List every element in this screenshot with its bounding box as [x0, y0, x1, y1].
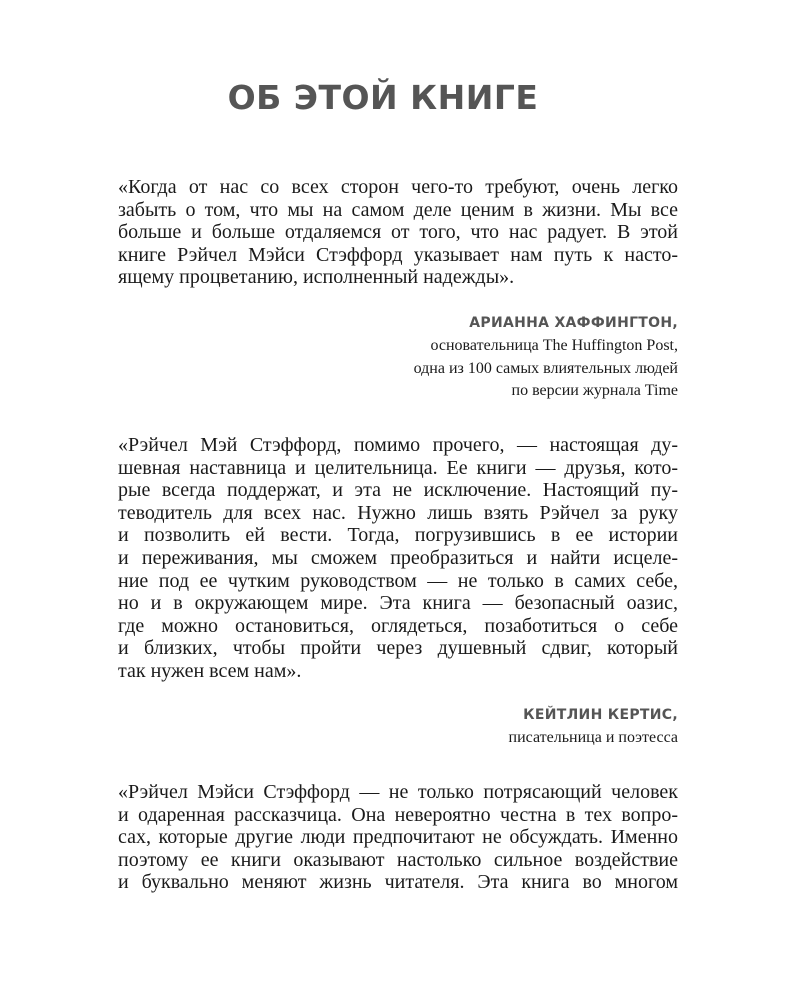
- author-role: писательница и поэтесса: [508, 729, 678, 746]
- quote-line: и позволить ей вести. Тогда, погрузившись в ее истории: [118, 524, 678, 547]
- quote-line: шевная наставница и целительница. Ее книги — друзья, кото-: [118, 456, 678, 479]
- quote-line: и переживания, мы сможем преобразиться и найти исцеле-: [118, 546, 678, 569]
- testimonial-quote-3: [118, 781, 678, 894]
- quote-line: «Рэйчел Мэй Стэффорд, помимо прочего, — настоящая ду-: [118, 434, 678, 456]
- author-role: одна из 100 самых влиятельных людей: [413, 359, 678, 377]
- quote-line: и близких, чтобы пройти через душевный сдвиг, который: [118, 637, 678, 660]
- testimonial-quote-1: [118, 176, 678, 289]
- author-name: КЕЙТЛИН КЕРТИС,: [523, 707, 678, 723]
- testimonial-attribution-1: [414, 313, 678, 403]
- quote-line: рые всегда поддержат, и эта не исключение. Настоящий пу-: [118, 479, 678, 502]
- page-title: ОБ ЭТОЙ КНИГЕ: [227, 78, 539, 117]
- quote-line: поэтому ее книги оказывают настолько сильное воздействие: [118, 848, 678, 871]
- quote-line: теводитель для всех нас. Нужно лишь взять Рэйчел за руку: [118, 501, 678, 524]
- quote-line: так нужен всем нам».: [118, 659, 302, 682]
- quote-line: где можно остановиться, оглядеться, позаботиться о себе: [118, 614, 678, 637]
- testimonial-attribution-2: [509, 705, 678, 750]
- quote-line: и буквально меняют жизнь читателя. Эта книга во многом: [118, 871, 678, 894]
- quote-line: книге Рэйчел Мэйси Стэффорд указывает нам путь к насто-: [118, 243, 678, 266]
- quote-line: «Когда от нас со всех сторон чего-то требуют, очень легко: [118, 176, 678, 198]
- author-role: основательница The Huffington Post,: [430, 337, 678, 354]
- quote-line: ящему процветанию, исполненный надежды».: [118, 266, 515, 289]
- testimonial-quote-2: [118, 434, 678, 683]
- quote-line: больше и больше отдаляемся от того, что нас радует. В этой: [118, 221, 678, 244]
- author-name: АРИАННА ХАФФИНГТОН,: [469, 315, 678, 331]
- quote-line: сах, которые другие люди предпочитают не обсуждать. Именно: [118, 826, 678, 849]
- quote-line: и одаренная рассказчица. Она невероятно честна в тех вопро-: [118, 803, 678, 826]
- author-role: по версии журнала Time: [511, 382, 678, 399]
- quote-line: «Рэйчел Мэйси Стэффорд — не только потрясающий человек: [118, 781, 678, 803]
- quote-line: ние под ее чутким руководством — не только в самих себе,: [118, 569, 678, 592]
- quote-line: но и в окружающем мире. Эта книга — безопасный оазис,: [118, 592, 678, 615]
- quote-line: забыть о том, что мы на самом деле ценим в жизни. Мы все: [118, 198, 678, 221]
